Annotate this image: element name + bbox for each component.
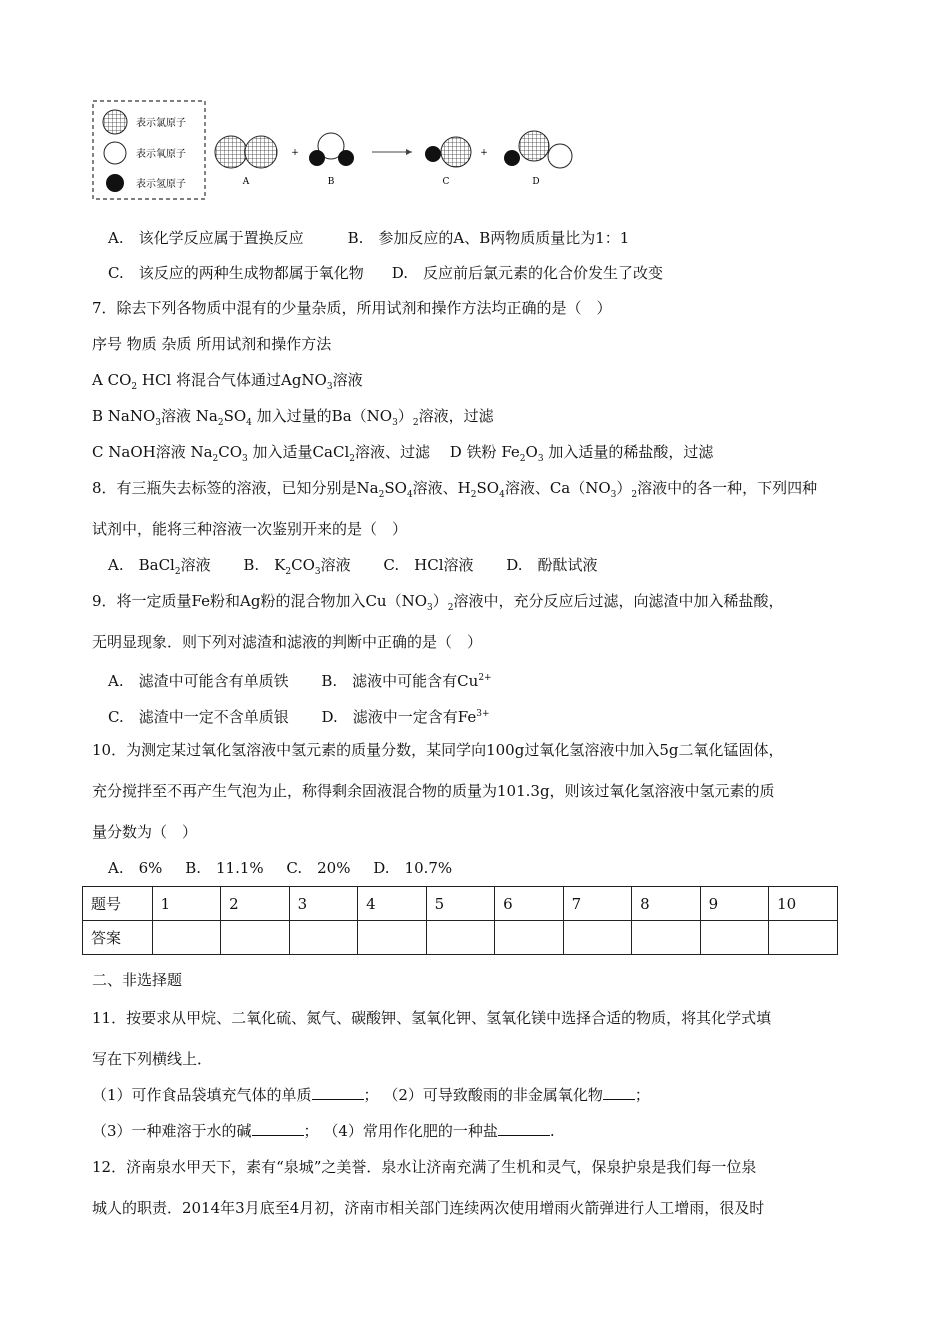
blank-4[interactable] bbox=[498, 1121, 550, 1136]
hydrogen-atom-icon bbox=[106, 174, 124, 192]
label-d: D bbox=[532, 177, 540, 187]
q9-stem-line2: 无明显现象．则下列对滤渣和滤液的判断中正确的是（ ） bbox=[92, 633, 483, 651]
q7-row-a: A $CO_2$ HCl 将混合气体通过AgNO$_3$溶液 bbox=[92, 371, 363, 392]
q9-option-b: B. 滤液中可能含有$Cu^{2+}$ bbox=[321, 672, 492, 690]
q6-option-b: B. 参加反应的A、B两物质质量比为1：1 bbox=[347, 229, 630, 247]
molecule-d bbox=[504, 131, 572, 168]
col-number: 2 bbox=[221, 887, 290, 921]
label-a: A bbox=[242, 177, 250, 187]
q12-stem-line2: 城人的职责．2014年3月底至4月初，济南市相关部门连续两次使用增雨火箭弹进行人工增雨，很及时 bbox=[92, 1199, 765, 1217]
q10-stem-line3: 量分数为（ ） bbox=[92, 823, 198, 841]
row-label-answer: 答案 bbox=[83, 921, 153, 955]
blank-3[interactable] bbox=[252, 1121, 304, 1136]
col-number: 10 bbox=[769, 887, 838, 921]
q9-option-c: C. 滤渣中一定不含单质银 bbox=[108, 708, 289, 726]
blank-2[interactable] bbox=[603, 1085, 635, 1100]
answer-cell[interactable] bbox=[700, 921, 769, 955]
q10-stem-line2: 充分搅拌至不再产生气泡为止，称得剩余固液混合物的质量为101.3g，则该过氧化氢溶液中氢元素的质 bbox=[92, 782, 775, 800]
legend-oxygen: 表示氧原子 bbox=[136, 149, 186, 160]
q10-option-c: C. 20% bbox=[286, 859, 351, 877]
answer-cell[interactable] bbox=[289, 921, 358, 955]
answer-cell[interactable] bbox=[152, 921, 221, 955]
col-number: 4 bbox=[358, 887, 427, 921]
oxygen-atom-icon bbox=[104, 142, 126, 164]
answer-table bbox=[82, 886, 838, 955]
q9-options-row1 bbox=[108, 668, 492, 691]
molecule-b bbox=[309, 133, 354, 166]
col-number: 6 bbox=[495, 887, 564, 921]
plus-sign: + bbox=[291, 148, 299, 158]
q10-option-d: D. 10.7% bbox=[373, 859, 453, 877]
q11-stem-line1: 11．按要求从甲烷、二氧化硫、氮气、碳酸钾、氢氧化钾、氢氧化镁中选择合适的物质，将其化学式填 bbox=[92, 1009, 772, 1027]
q6-option-d: D. 反应前后氯元素的化合价发生了改变 bbox=[391, 264, 663, 282]
col-number: 5 bbox=[426, 887, 495, 921]
q8-option-b: B. $K_2CO_3$溶液 bbox=[243, 556, 351, 577]
q8-option-c: C. HCl溶液 bbox=[383, 556, 474, 574]
q10-stem-line1: 10．为测定某过氧化氢溶液中氢元素的质量分数，某同学向100g过氧化氢溶液中加入5g二氧化锰固体， bbox=[92, 741, 784, 759]
section-heading: 二、非选择题 bbox=[92, 971, 183, 989]
q8-stem-line2: 试剂中，能将三种溶液一次鉴别开来的是（ ） bbox=[92, 520, 408, 538]
q9-stem-line1: 9．将一定质量Fe粉和Ag粉的混合物加入$Cu(NO_3)_2$溶液中，充分反应后过滤，向滤渣中加入稀盐酸， bbox=[92, 592, 784, 613]
molecule-a bbox=[215, 136, 277, 168]
answer-cell[interactable] bbox=[358, 921, 427, 955]
q6-option-a: A. 该化学反应属于置换反应 bbox=[108, 229, 304, 247]
col-number: 9 bbox=[700, 887, 769, 921]
answer-cell[interactable] bbox=[495, 921, 564, 955]
label-c: C bbox=[442, 177, 450, 187]
q6-options-row1 bbox=[108, 228, 629, 248]
q9-option-a: A. 滤渣中可能含有单质铁 bbox=[108, 672, 289, 690]
q10-options bbox=[108, 858, 452, 878]
col-number: 1 bbox=[152, 887, 221, 921]
q7-header: 序号 物质 杂质 所用试剂和操作方法 bbox=[92, 335, 332, 353]
legend-chlorine: 表示氯原子 bbox=[136, 118, 186, 129]
q8-option-d: D. 酚酞试液 bbox=[506, 556, 598, 574]
col-number: 3 bbox=[289, 887, 358, 921]
answer-cell[interactable] bbox=[221, 921, 290, 955]
col-number: 7 bbox=[563, 887, 632, 921]
q10-option-b: B. 11.1% bbox=[185, 859, 264, 877]
label-b: B bbox=[327, 177, 335, 187]
q7-row-b: B NaNO$_3$溶液 $Na_2SO_4$ 加入过量的$Ba(NO_3)_2$溶液，过滤 bbox=[92, 407, 494, 428]
answer-cell[interactable] bbox=[769, 921, 838, 955]
answer-cell[interactable] bbox=[563, 921, 632, 955]
q11-parts-row1: （1）可作食品袋填充气体的单质 ； （2）可导致酸雨的非金属氧化物 ； bbox=[92, 1086, 650, 1104]
plus-sign-2: + bbox=[480, 148, 488, 158]
q6-options-row2 bbox=[108, 263, 663, 283]
table-row-numbers bbox=[83, 887, 838, 921]
q8-options bbox=[108, 555, 598, 582]
answer-cell[interactable] bbox=[632, 921, 701, 955]
table-row-answers bbox=[83, 921, 838, 955]
q9-option-d: D. 滤液中一定含有$Fe^{3+}$ bbox=[321, 708, 490, 726]
chlorine-atom-icon bbox=[103, 110, 127, 134]
q8-option-a: A. BaCl$_2$溶液 bbox=[108, 556, 211, 577]
q11-parts-row2: （3）一种难溶于水的碱 ； （4）常用作化肥的一种盐 . bbox=[92, 1122, 555, 1140]
col-number: 8 bbox=[632, 887, 701, 921]
q10-option-a: A. 6% bbox=[108, 859, 163, 877]
answer-cell[interactable] bbox=[426, 921, 495, 955]
row-label-number: 题号 bbox=[83, 887, 153, 921]
reaction-diagram bbox=[92, 98, 592, 202]
q12-stem-line1: 12．济南泉水甲天下，素有“泉城”之美誉．泉水让济南充满了生机和灵气，保泉护泉是我们每一位泉 bbox=[92, 1158, 757, 1176]
q8-stem-line1: 8．有三瓶失去标签的溶液，已知分别是$Na_2SO_4$溶液、$H_2SO_4$溶液、$Ca(NO_3)_2$溶液中的各一种，下列四种 bbox=[92, 479, 818, 500]
q9-options-row2 bbox=[108, 704, 490, 727]
q11-stem-line2: 写在下列横线上． bbox=[92, 1050, 213, 1068]
q7-stem: 7．除去下列各物质中混有的少量杂质，所用试剂和操作方法均正确的是（ ） bbox=[92, 299, 612, 317]
q7-row-c-d: C NaOH溶液 $Na_2CO_3$ 加入适量CaCl$_2$溶液、过滤 D 铁粉 $Fe_2O_3$ 加入适量的稀盐酸，过滤 bbox=[92, 443, 714, 464]
q6-option-c: C. 该反应的两种生成物都属于氧化物 bbox=[108, 264, 364, 282]
legend-hydrogen: 表示氢原子 bbox=[136, 179, 186, 190]
blank-1[interactable] bbox=[312, 1085, 364, 1100]
molecule-c bbox=[425, 137, 471, 167]
